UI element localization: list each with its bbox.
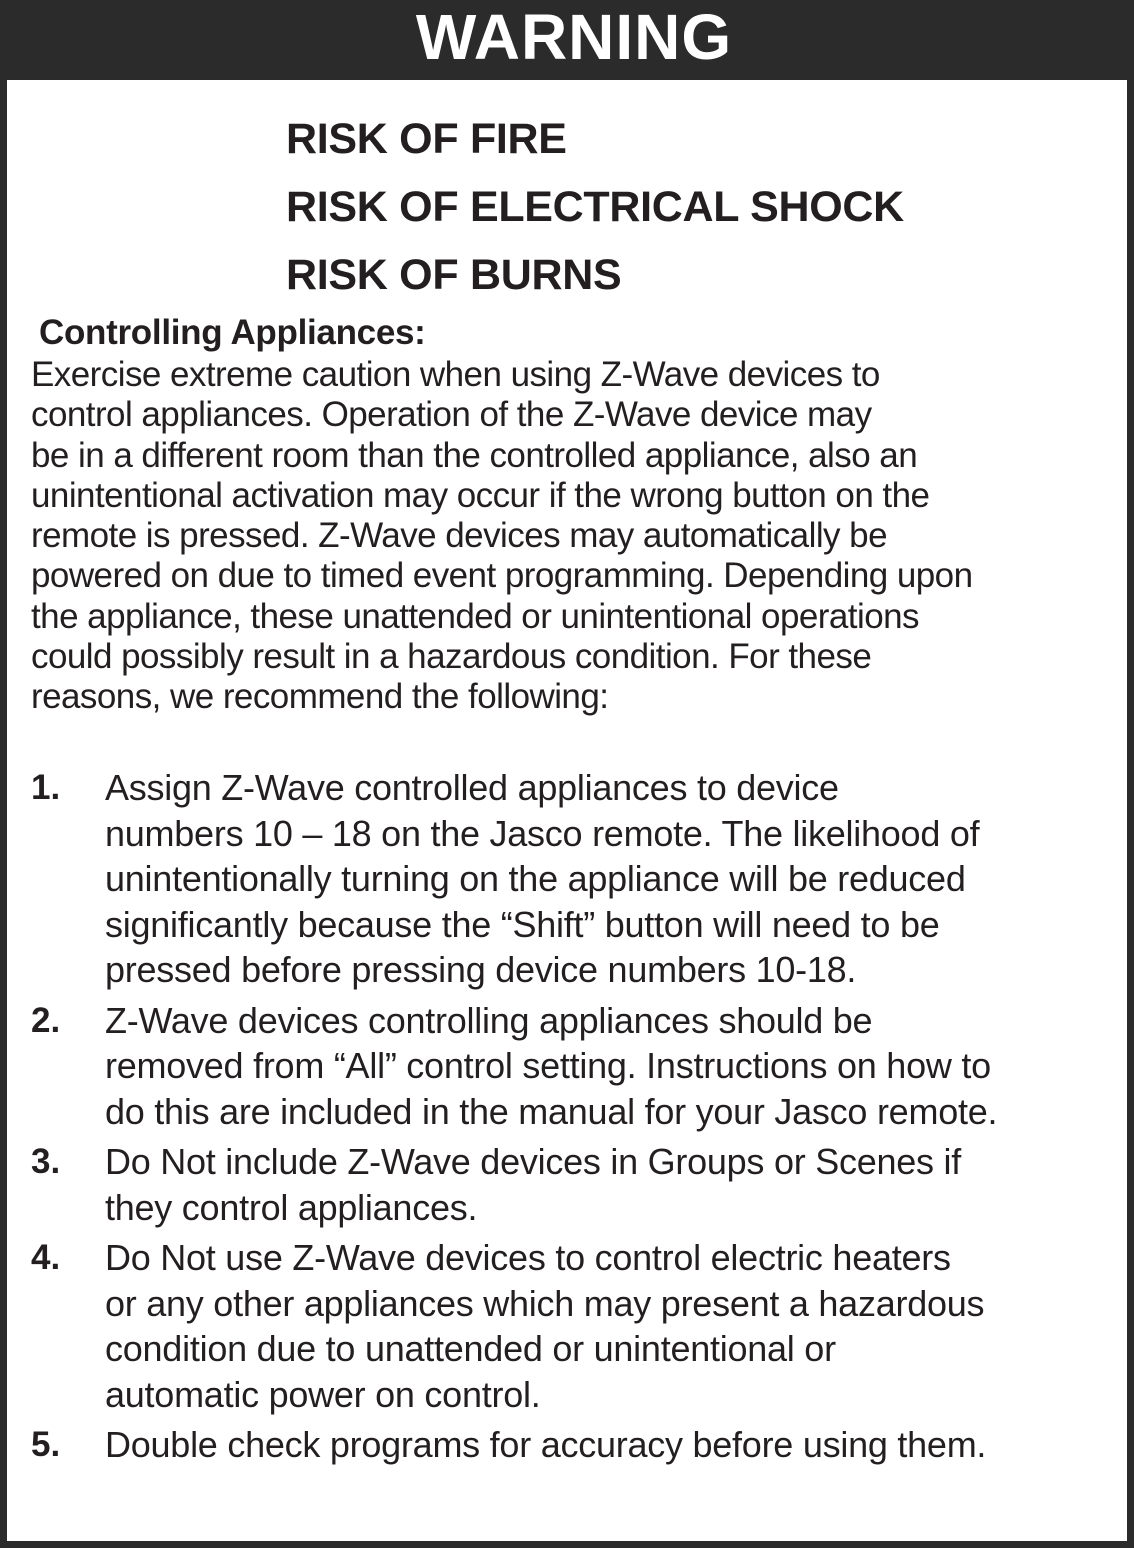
warning-header-bar <box>7 0 1134 80</box>
item-line: they control appliances. <box>105 1186 478 1228</box>
intro-line: Exercise extreme caution when using Z-Wave devices to <box>31 355 880 394</box>
intro-line: powered on due to timed event programming. Depending upon <box>31 556 973 596</box>
item-line: or any other appliances which may present a hazardous <box>105 1282 985 1324</box>
recommendation-list <box>31 765 1121 1473</box>
item-line: Assign Z-Wave controlled appliances to device <box>105 767 839 808</box>
recommendation-item-4 <box>31 1235 1121 1417</box>
risk-fire: RISK OF FIRE <box>286 115 567 163</box>
intro-line: unintentional activation may occur if the wrong button on the <box>31 475 930 515</box>
item-line: unintentionally turning on the appliance will be reduced <box>105 858 966 899</box>
item-line: do this are included in the manual for your Jasco remote. <box>105 1090 998 1132</box>
item-line: Z-Wave devices controlling appliances should be <box>105 999 873 1041</box>
intro-line: be in a different room than the controlled appliance, also an <box>31 435 918 475</box>
risk-list <box>286 116 904 320</box>
item-line: Do Not include Z-Wave devices in Groups or Scenes if <box>105 1141 962 1182</box>
intro-paragraph <box>31 355 1111 718</box>
intro-line: control appliances. Operation of the Z-Wave device may <box>31 395 872 435</box>
item-line: Do Not use Z-Wave devices to control electric heaters <box>105 1237 951 1278</box>
item-line: pressed before pressing device numbers 10-18. <box>105 949 857 990</box>
item-line: significantly because the “Shift” button will need to be <box>105 903 940 945</box>
section-heading: Controlling Appliances: <box>39 313 426 352</box>
item-line: numbers 10 – 18 on the Jasco remote. The likelihood of <box>105 812 980 854</box>
item-number: 5. <box>31 1425 61 1464</box>
item-line: Double check programs for accuracy before using them. <box>105 1424 987 1465</box>
recommendation-item-5 <box>31 1422 1121 1468</box>
item-number: 1. <box>31 768 61 807</box>
risk-burns: RISK OF BURNS <box>286 251 622 299</box>
intro-line: remote is pressed. Z-Wave devices may automatically be <box>31 516 887 556</box>
item-line: condition due to unattended or unintentional or <box>105 1328 836 1369</box>
intro-line: could possibly result in a hazardous condition. For these <box>31 637 872 677</box>
item-line: removed from “All” control setting. Instructions on how to <box>105 1045 991 1086</box>
recommendation-item-3 <box>31 1139 1121 1230</box>
warning-title: WARNING <box>415 1 733 73</box>
item-number: 3. <box>31 1142 61 1181</box>
item-line: automatic power on control. <box>105 1373 541 1415</box>
item-number: 2. <box>31 1000 61 1040</box>
recommendation-item-2 <box>31 998 1121 1135</box>
risk-electrical-shock: RISK OF ELECTRICAL SHOCK <box>286 183 904 231</box>
item-number: 4. <box>31 1238 61 1277</box>
intro-line: reasons, we recommend the following: <box>31 677 609 717</box>
recommendation-item-1 <box>31 765 1121 993</box>
intro-line: the appliance, these unattended or unintentional operations <box>31 596 919 636</box>
